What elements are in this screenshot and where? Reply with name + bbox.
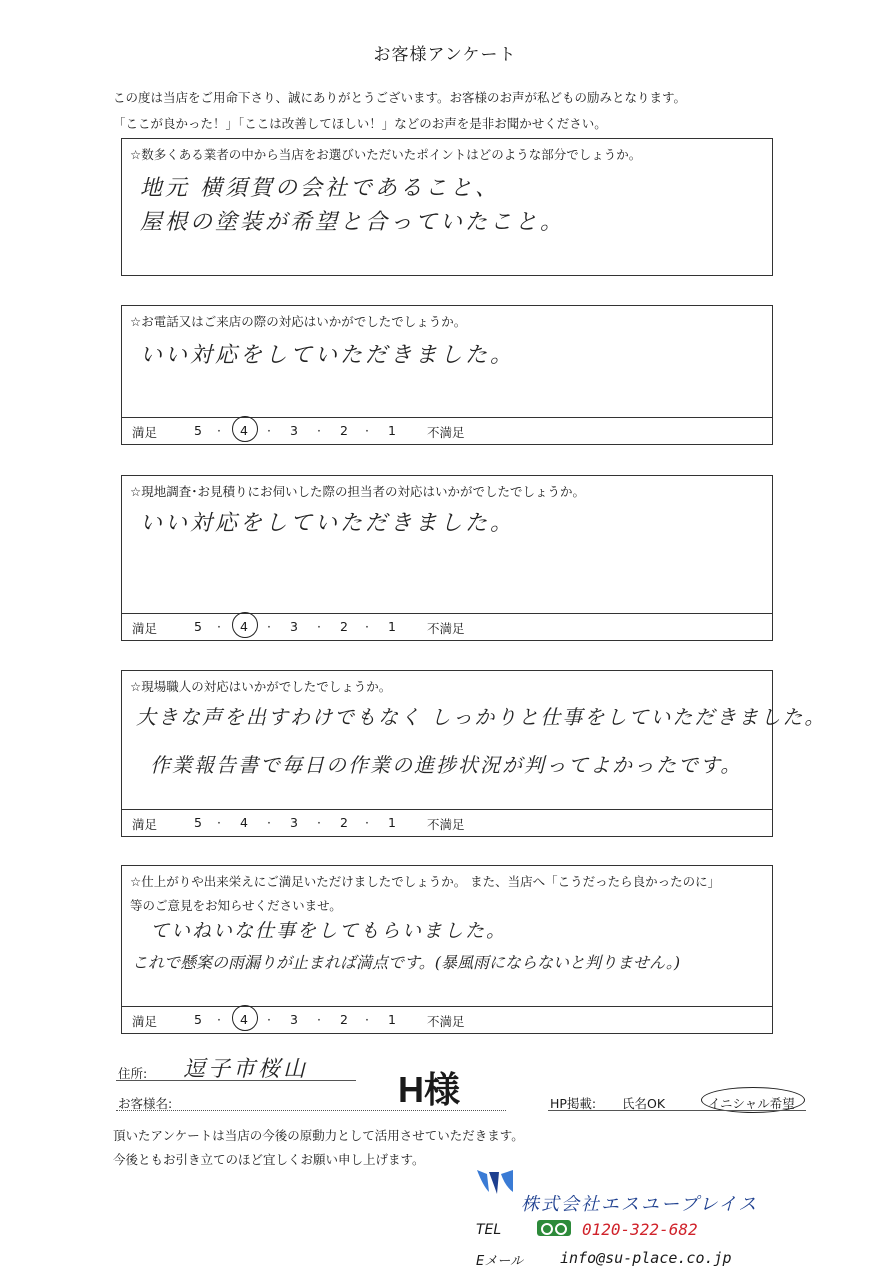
selected-rating-circle <box>232 416 258 442</box>
handwritten-answer: いい対応をしていただきました。 <box>140 511 516 536</box>
question-label: ☆現場職人の対応はいかがでしたでしょうか。 <box>130 679 392 694</box>
rating-5[interactable]: 5 <box>194 619 202 634</box>
selected-rating-circle <box>232 612 258 638</box>
rating-right-label: 不満足 <box>427 425 465 440</box>
hp-underline <box>548 1110 806 1111</box>
rating-5[interactable]: 5 <box>194 815 202 830</box>
freedial-icon <box>537 1220 571 1236</box>
address-label: 住所: <box>118 1066 148 1081</box>
rating-scale: 満足 5 · 4 · 3 · 2 · 1 不満足 <box>122 1006 772 1033</box>
question-box-3 <box>121 475 773 641</box>
hp-label: HP掲載: <box>550 1096 597 1111</box>
tel-label: TEL <box>476 1222 502 1238</box>
rating-scale: 満足 5 · 4 · 3 · 2 · 1 不満足 <box>122 417 772 444</box>
handwritten-answer: ていねいな仕事をしてもらいました。 <box>150 920 508 942</box>
rating-3[interactable]: 3 <box>290 423 298 438</box>
hp-option-initial[interactable]: イニシャル希望 <box>708 1096 795 1111</box>
rating-1[interactable]: 1 <box>388 815 396 830</box>
handwritten-answer: 屋根の塗装が希望と合っていたこと。 <box>140 210 566 235</box>
question-label: ☆数多くある業者の中から当店をお選びいただいたポイントはどのような部分でしょうか。 <box>130 147 642 162</box>
rating-2[interactable]: 2 <box>340 815 348 830</box>
question-box-5 <box>121 865 773 1034</box>
handwritten-answer: 作業報告書で毎日の作業の進捗状況が判ってよかったです。 <box>150 753 743 777</box>
email-address[interactable]: info@su-place.co.jp <box>560 1249 732 1267</box>
rating-right-label: 不満足 <box>427 621 465 636</box>
rating-1[interactable]: 1 <box>388 423 396 438</box>
rating-5[interactable]: 5 <box>194 1012 202 1027</box>
rating-2[interactable]: 2 <box>340 619 348 634</box>
rating-scale: 満足 5 · 4 · 3 · 2 · 1 不満足 <box>122 809 772 836</box>
hp-option-name-ok[interactable]: 氏名OK <box>622 1096 666 1111</box>
customer-name-label: お客様名: <box>118 1096 173 1111</box>
rating-left-label: 満足 <box>132 1014 158 1029</box>
question-box-4 <box>121 670 827 837</box>
email-label: Eメール <box>476 1254 523 1269</box>
rating-left-label: 満足 <box>132 817 158 832</box>
rating-4[interactable]: 4 <box>240 1012 248 1027</box>
address-value: 逗子市桜山 <box>183 1057 309 1082</box>
rating-4[interactable]: 4 <box>240 423 248 438</box>
rating-right-label: 不満足 <box>427 817 465 832</box>
tel-number[interactable]: 0120-322-682 <box>582 1220 698 1239</box>
company-name: 株式会社エスユープレイス <box>521 1194 759 1215</box>
rating-1[interactable]: 1 <box>388 619 396 634</box>
rating-3[interactable]: 3 <box>290 815 298 830</box>
selected-rating-circle <box>232 1005 258 1031</box>
page-title: お客様アンケート <box>373 45 517 65</box>
question-label: ☆仕上がりや出来栄えにご満足いただけましたでしょうか。 また、当店へ「こうだったら良かったのに」 <box>130 874 721 889</box>
name-underline <box>116 1110 506 1111</box>
closing-line-2: 今後ともお引き立てのほど宜しくお願い申し上げます。 <box>113 1152 425 1167</box>
question-label: ☆お電話又はご来店の際の対応はいかがでしたでしょうか。 <box>130 314 467 329</box>
company-logo <box>475 1168 515 1196</box>
rating-scale: 満足 5 · 4 · 3 · 2 · 1 不満足 <box>122 613 772 640</box>
handwritten-answer: 地元 横須賀の会社であること、 <box>140 176 500 201</box>
handwritten-answer: これで懸案の雨漏りが止まれば満点です。(暴風雨にならないと判りません。) <box>132 953 681 972</box>
rating-2[interactable]: 2 <box>340 423 348 438</box>
rating-right-label: 不満足 <box>427 1014 465 1029</box>
intro-line-2: 「ここが良かった！」「ここは改善してほしい！」などのお声を是非お聞かせください。 <box>113 116 607 131</box>
rating-5[interactable]: 5 <box>194 423 202 438</box>
customer-name-value: H様 <box>398 1069 460 1110</box>
question-label: ☆現地調査･お見積りにお伺いした際の担当者の対応はいかがでしたでしょうか。 <box>130 484 585 499</box>
rating-left-label: 満足 <box>132 425 158 440</box>
rating-3[interactable]: 3 <box>290 619 298 634</box>
question-box-1 <box>121 138 773 276</box>
rating-3[interactable]: 3 <box>290 1012 298 1027</box>
rating-4[interactable]: 4 <box>240 619 248 634</box>
rating-2[interactable]: 2 <box>340 1012 348 1027</box>
address-underline <box>116 1080 356 1081</box>
rating-left-label: 満足 <box>132 621 158 636</box>
handwritten-answer: 大きな声を出すわけでもなく しっかりと仕事をしていただきました。 <box>136 705 827 729</box>
question-label-continued: 等のご意見をお知らせくださいませ。 <box>130 898 342 913</box>
question-box-2 <box>121 305 773 445</box>
closing-line-1: 頂いたアンケートは当店の今後の原動力として活用させていただきます。 <box>113 1128 524 1143</box>
rating-1[interactable]: 1 <box>388 1012 396 1027</box>
intro-line-1: この度は当店をご用命下さり、誠にありがとうございます。お客様のお声が私どもの励みとなります。 <box>113 90 687 105</box>
handwritten-answer: いい対応をしていただきました。 <box>140 343 516 368</box>
rating-4[interactable]: 4 <box>240 815 248 830</box>
